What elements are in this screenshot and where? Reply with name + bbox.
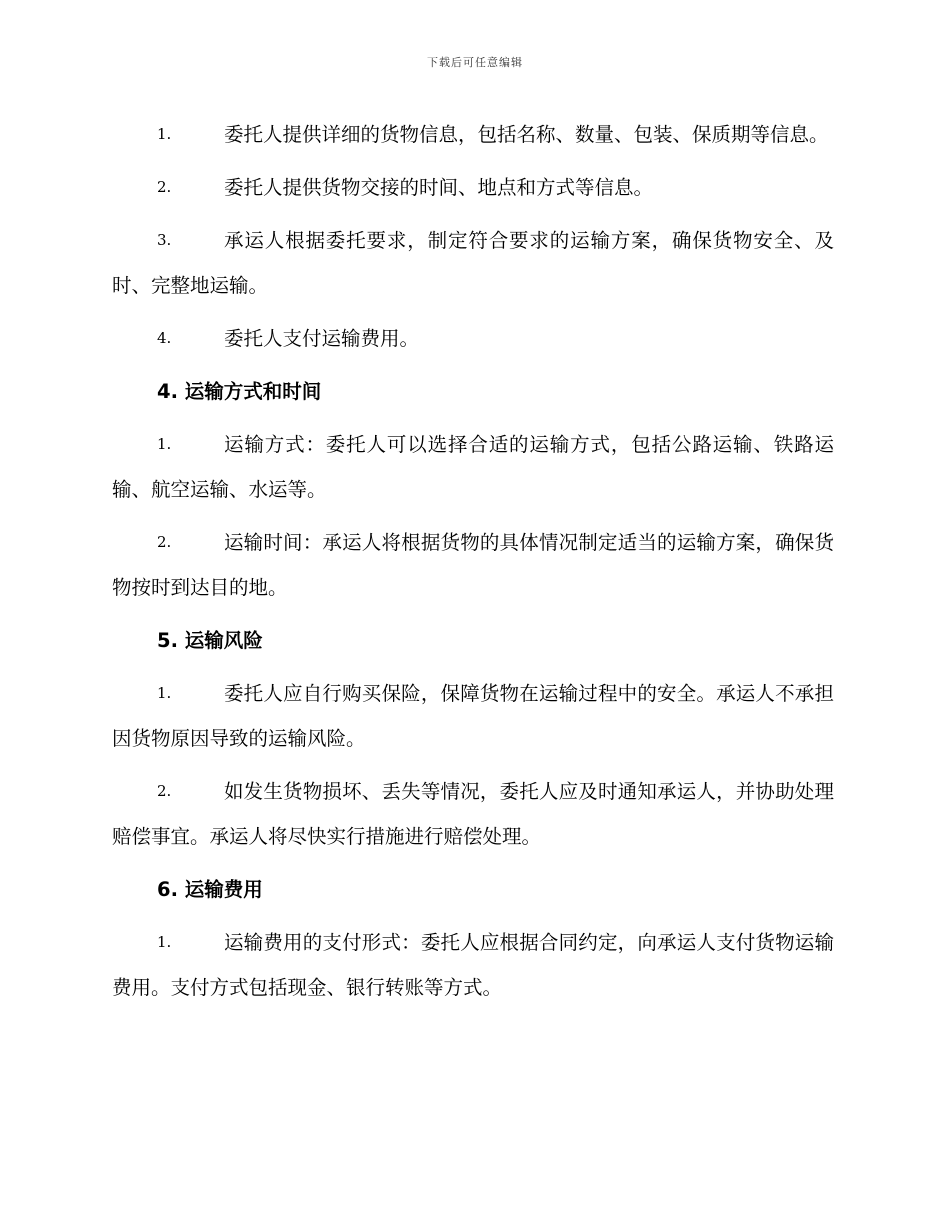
item-text: 运输方式：委托人可以选择合适的运输方式，包括公路运输、铁路运输、航空运输、水运等。 — [112, 433, 834, 501]
item-text: 如发生货物损坏、丢失等情况，委托人应及时通知承运人，并协助处理赔偿事宜。承运人将尽快实行措施进行赔偿处理。 — [112, 780, 834, 848]
section-heading-transport-risk: 5. 运输风险 — [157, 629, 263, 652]
section-heading-transport-mode: 4. 运输方式和时间 — [157, 380, 322, 403]
item-text: 委托人应自行购买保险，保障货物在运输过程中的安全。承运人不承担因货物原因导致的运输风险。 — [112, 682, 834, 750]
item-number: 3. — [157, 231, 172, 249]
item-number: 1. — [157, 933, 172, 951]
item-number: 1. — [157, 435, 172, 453]
item-text: 委托人支付运输费用。 — [224, 327, 420, 350]
list-item — [112, 218, 834, 308]
item-number: 2. — [157, 178, 172, 196]
item-text: 委托人提供详细的货物信息，包括名称、数量、包装、保质期等信息。 — [224, 123, 829, 146]
item-number: 1. — [157, 125, 172, 143]
item-number: 2. — [157, 533, 172, 551]
item-number: 2. — [157, 782, 172, 800]
item-text: 委托人提供货物交接的时间、地点和方式等信息。 — [224, 176, 654, 199]
list-item — [112, 316, 834, 361]
item-text: 运输时间：承运人将根据货物的具体情况制定适当的运输方案，确保货物按时到达目的地。 — [112, 531, 834, 599]
item-number: 1. — [157, 684, 172, 702]
list-item — [112, 165, 834, 210]
item-text: 承运人根据委托要求，制定符合要求的运输方案，确保货物安全、及时、完整地运输。 — [112, 229, 834, 297]
section-heading-transport-fee: 6. 运输费用 — [157, 878, 263, 901]
header-note: 下载后可任意编辑 — [427, 56, 523, 69]
list-item — [112, 671, 834, 761]
list-item — [112, 920, 834, 1010]
list-item — [112, 769, 834, 859]
list-item — [112, 112, 834, 157]
item-text: 运输费用的支付形式：委托人应根据合同约定，向承运人支付货物运输费用。支付方式包括现金、银行转账等方式。 — [112, 931, 834, 999]
document-body — [112, 112, 834, 1018]
list-item — [112, 422, 834, 512]
item-number: 4. — [157, 329, 172, 347]
list-item — [112, 520, 834, 610]
